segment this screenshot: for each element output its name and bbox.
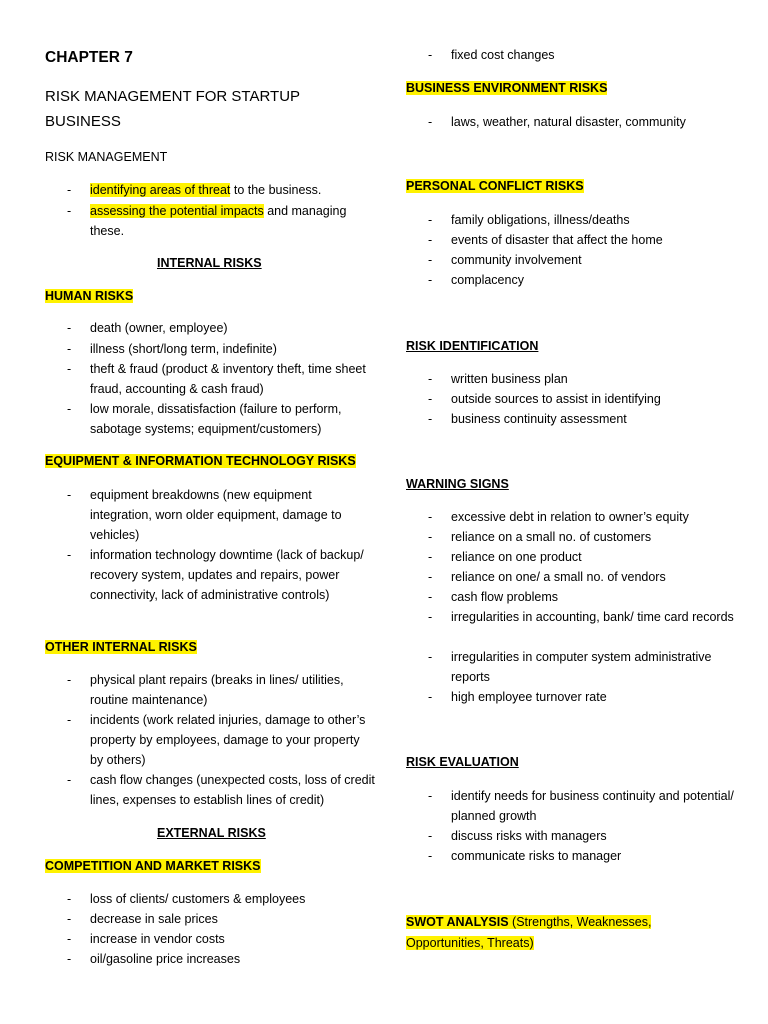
list-item-text: irregularities in accounting, bank/ time card records: [451, 610, 734, 624]
other-internal-risks-heading: OTHER INTERNAL RISKS: [45, 640, 197, 654]
highlighted-text: assessing the potential impacts: [90, 204, 264, 218]
list-item-text: theft & fraud (product & inventory theft, time sheet fraud, accounting & cash fraud): [90, 362, 366, 396]
list-item-text: laws, weather, natural disaster, community: [451, 115, 686, 129]
risk-evaluation-heading: RISK EVALUATION: [406, 755, 519, 769]
risk-identification-heading: RISK IDENTIFICATION: [406, 339, 539, 353]
list-item-text: oil/gasoline price increases: [90, 952, 241, 966]
list-item-text: cash flow problems: [451, 590, 558, 604]
human-risks-heading: HUMAN RISKS: [45, 289, 134, 303]
list-item-text: excessive debt in relation to owner’s equity: [451, 510, 689, 524]
list-item-text: physical plant repairs (breaks in lines/ utilities, routine maintenance): [90, 673, 344, 707]
external-risks-heading: EXTERNAL RISKS: [157, 826, 266, 840]
list-item-text: low morale, dissatisfaction (failure to perform, sabotage systems; equipment/customers): [90, 402, 342, 436]
business-environment-heading: BUSINESS ENVIRONMENT RISKS: [406, 81, 608, 95]
list-item-text: outside sources to assist in identifying: [451, 392, 661, 406]
list-item-text: complacency: [451, 273, 524, 287]
document-title: RISK MANAGEMENT FOR STARTUP BUSINESS: [45, 88, 300, 130]
list-item-text: family obligations, illness/deaths: [451, 213, 630, 227]
list-item-text: irregularities in computer system administrative reports: [451, 650, 712, 684]
list-item-text: information technology downtime (lack of backup/ recovery system, updates and repairs, power connectivity, lack of administrative controls): [90, 548, 364, 602]
highlighted-text: identifying areas of threat: [90, 183, 231, 197]
list-item-text: communicate risks to manager: [451, 849, 622, 863]
list-item-text: identify needs for business continuity and potential/ planned growth: [451, 789, 734, 823]
list-item-text: reliance on one product: [451, 550, 582, 564]
warning-signs-heading: WARNING SIGNS: [406, 477, 509, 491]
list-item-text: reliance on a small no. of customers: [451, 530, 652, 544]
list-item-text: equipment breakdowns (new equipment integration, worn older equipment, damage to vehicles): [90, 488, 342, 542]
chapter-title: CHAPTER 7: [45, 49, 133, 66]
list-item-text: written business plan: [451, 372, 568, 386]
list-item-text: community involvement: [451, 253, 582, 267]
equipment-risks-heading: EQUIPMENT & INFORMATION TECHNOLOGY RISKS: [45, 454, 356, 468]
list-item-text: incidents (work related injuries, damage to other’s property by employees, damage to your property by others): [90, 713, 366, 767]
list-item-text: death (owner, employee): [90, 321, 228, 335]
internal-risks-heading: INTERNAL RISKS: [157, 256, 262, 270]
list-item-text: events of disaster that affect the home: [451, 233, 663, 247]
list-item-text: loss of clients/ customers & employees: [90, 892, 306, 906]
risk-management-heading: RISK MANAGEMENT: [45, 150, 168, 164]
list-item-text: increase in vendor costs: [90, 932, 225, 946]
list-item-text: business continuity assessment: [451, 412, 627, 426]
list-item-text: reliance on one/ a small no. of vendors: [451, 570, 666, 584]
list-item-text: high employee turnover rate: [451, 690, 607, 704]
personal-conflict-heading: PERSONAL CONFLICT RISKS: [406, 179, 584, 193]
competition-risks-heading: COMPETITION AND MARKET RISKS: [45, 859, 261, 873]
list-item-text: illness (short/long term, indefinite): [90, 342, 277, 356]
list-item-text: decrease in sale prices: [90, 912, 218, 926]
list-item-text: cash flow changes (unexpected costs, loss of credit lines, expenses to establish lines of credit): [90, 773, 375, 807]
list-item-text: discuss risks with managers: [451, 829, 607, 843]
swot-heading: SWOT ANALYSIS (Strengths, Weaknesses, Opportunities, Threats): [406, 915, 652, 950]
